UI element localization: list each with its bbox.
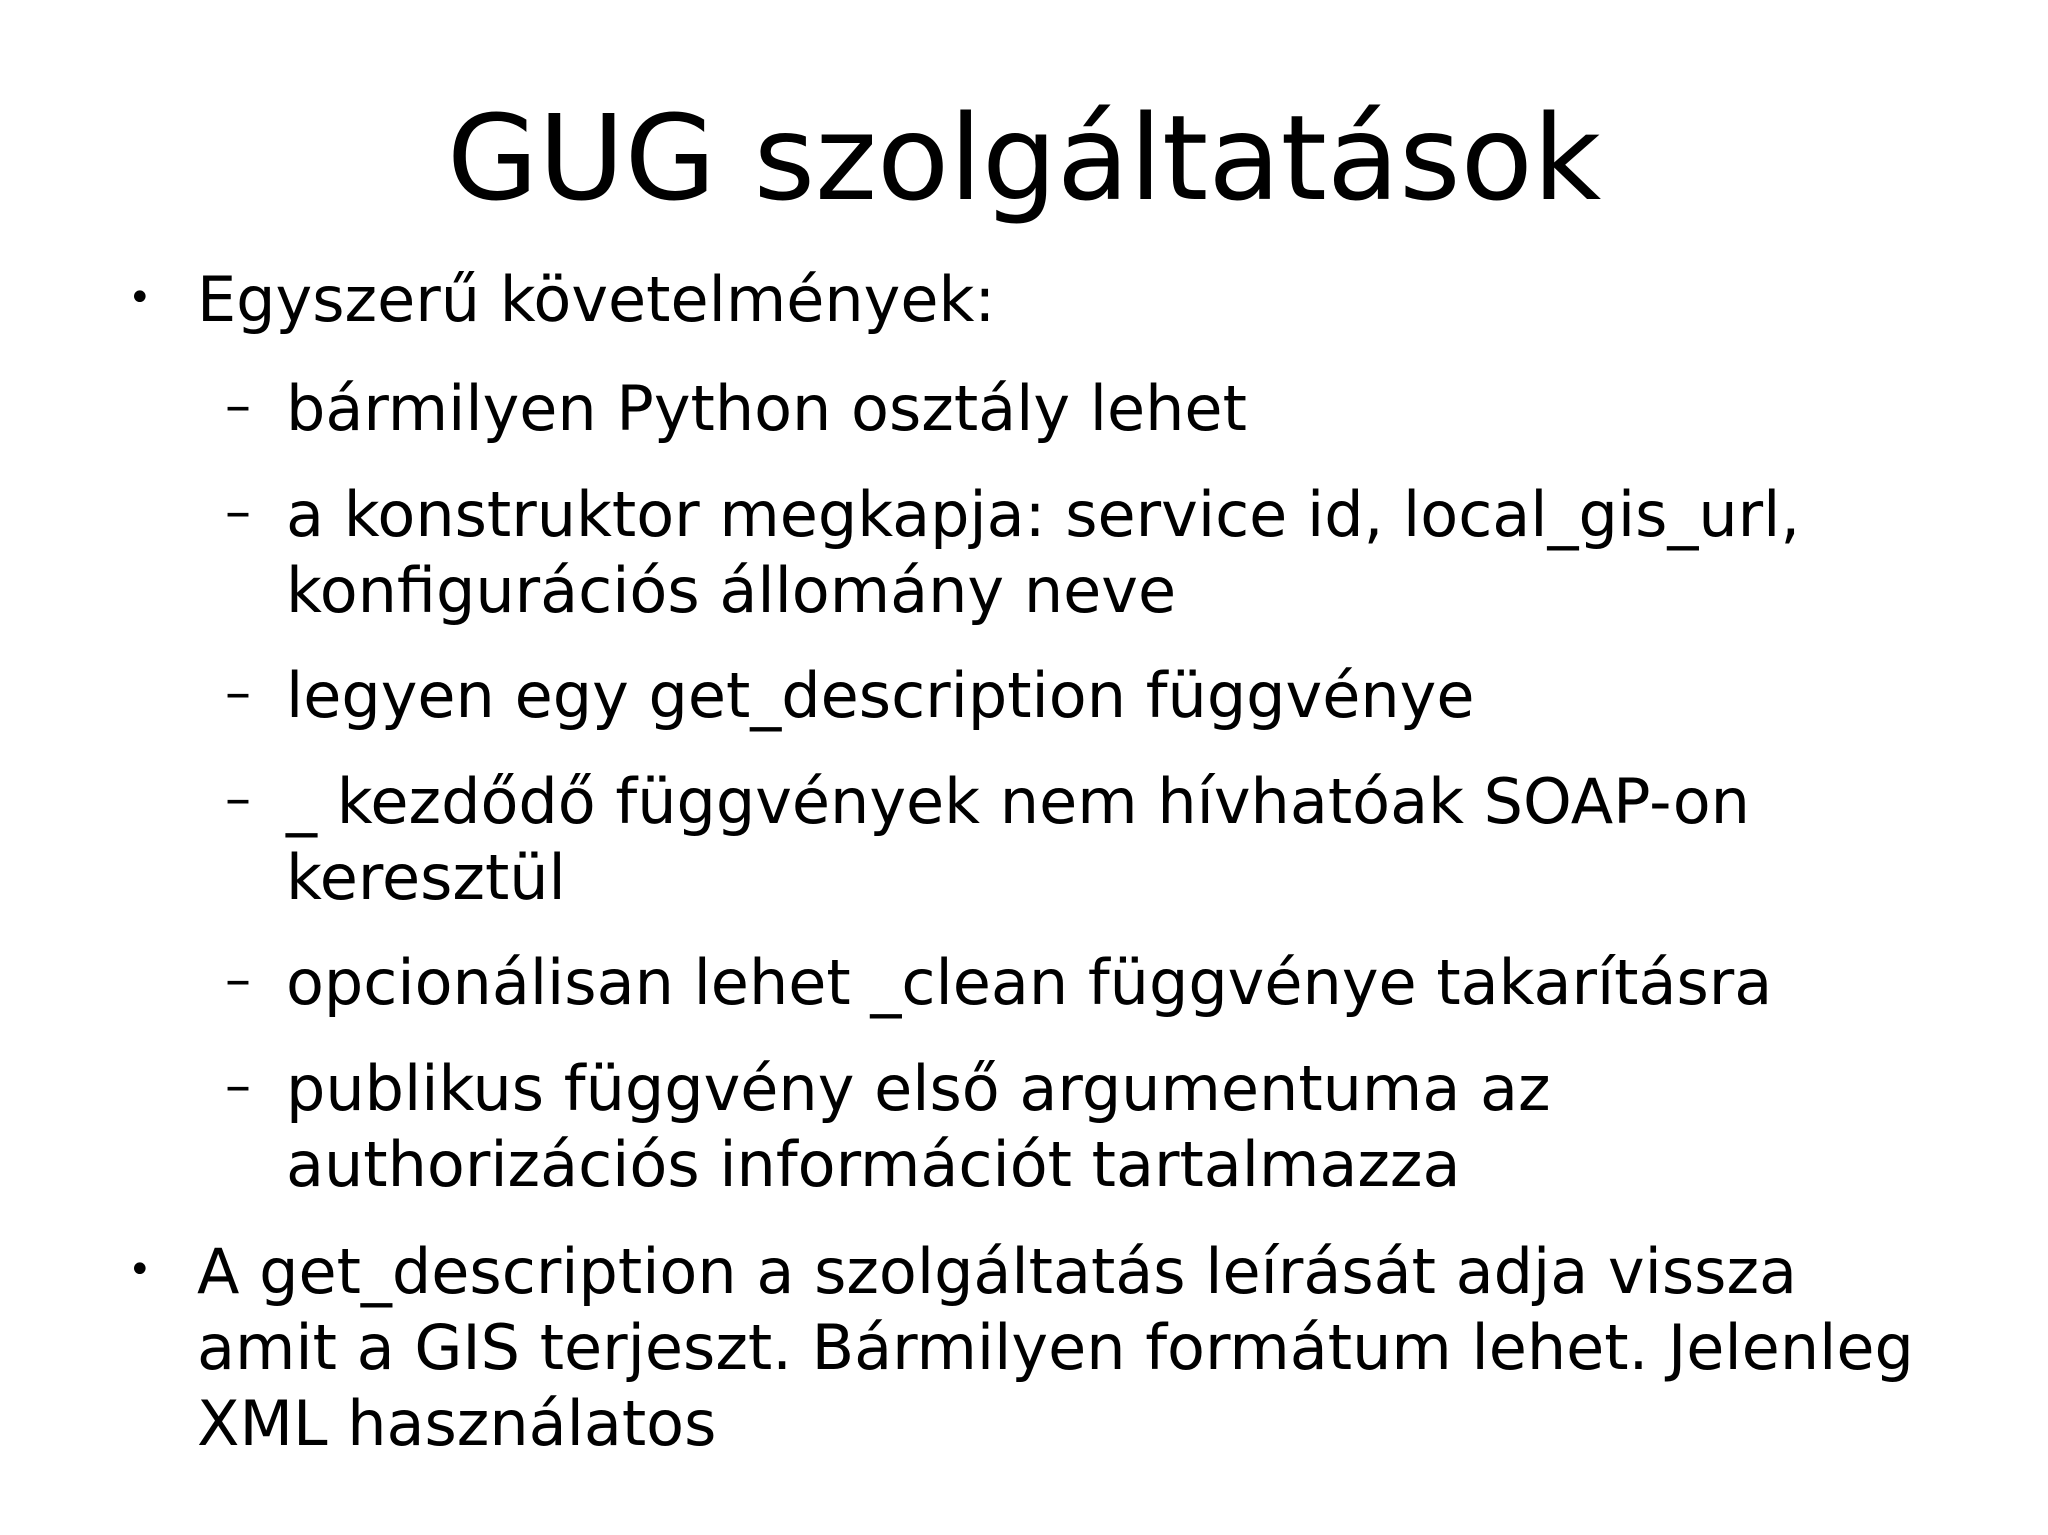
- dash-icon: –: [225, 376, 251, 436]
- bullet-text-line: Egyszerű követelmények:: [197, 263, 996, 336]
- slide-title: GUG szolgáltatások: [446, 89, 1602, 227]
- sub-bullet-text-line: keresztül: [286, 841, 566, 914]
- dash-icon: –: [225, 769, 251, 829]
- dash-icon: –: [225, 1056, 251, 1116]
- bullet-icon: •: [128, 1247, 152, 1293]
- sub-bullet-text-line: authorizációs információt tartalmazza: [286, 1128, 1461, 1201]
- bullet-text-line: A get_description a szolgáltatás leírását adja vissza: [197, 1235, 1797, 1308]
- dash-icon: –: [225, 663, 251, 723]
- dash-icon: –: [225, 950, 251, 1010]
- sub-bullet-text-line: bármilyen Python osztály lehet: [286, 372, 1247, 445]
- sub-bullet-text-line: _ kezdődő függvények nem hívhatóak SOAP-on: [286, 765, 1750, 838]
- dash-icon: –: [225, 482, 251, 542]
- bullet-text-line: XML használatos: [197, 1387, 717, 1460]
- bullet-text-line: amit a GIS terjeszt. Bármilyen formátum lehet. Jelenleg: [197, 1311, 1914, 1384]
- sub-bullet-text-line: opcionálisan lehet _clean függvénye takarításra: [286, 946, 1773, 1019]
- sub-bullet-text-line: a konstruktor megkapja: service id, local_gis_url,: [286, 478, 1801, 551]
- sub-bullet-text-line: konfigurációs állomány neve: [286, 554, 1177, 627]
- bullet-icon: •: [128, 275, 152, 321]
- sub-bullet-text-line: legyen egy get_description függvénye: [286, 659, 1475, 732]
- sub-bullet-text-line: publikus függvény első argumentuma az: [286, 1052, 1551, 1125]
